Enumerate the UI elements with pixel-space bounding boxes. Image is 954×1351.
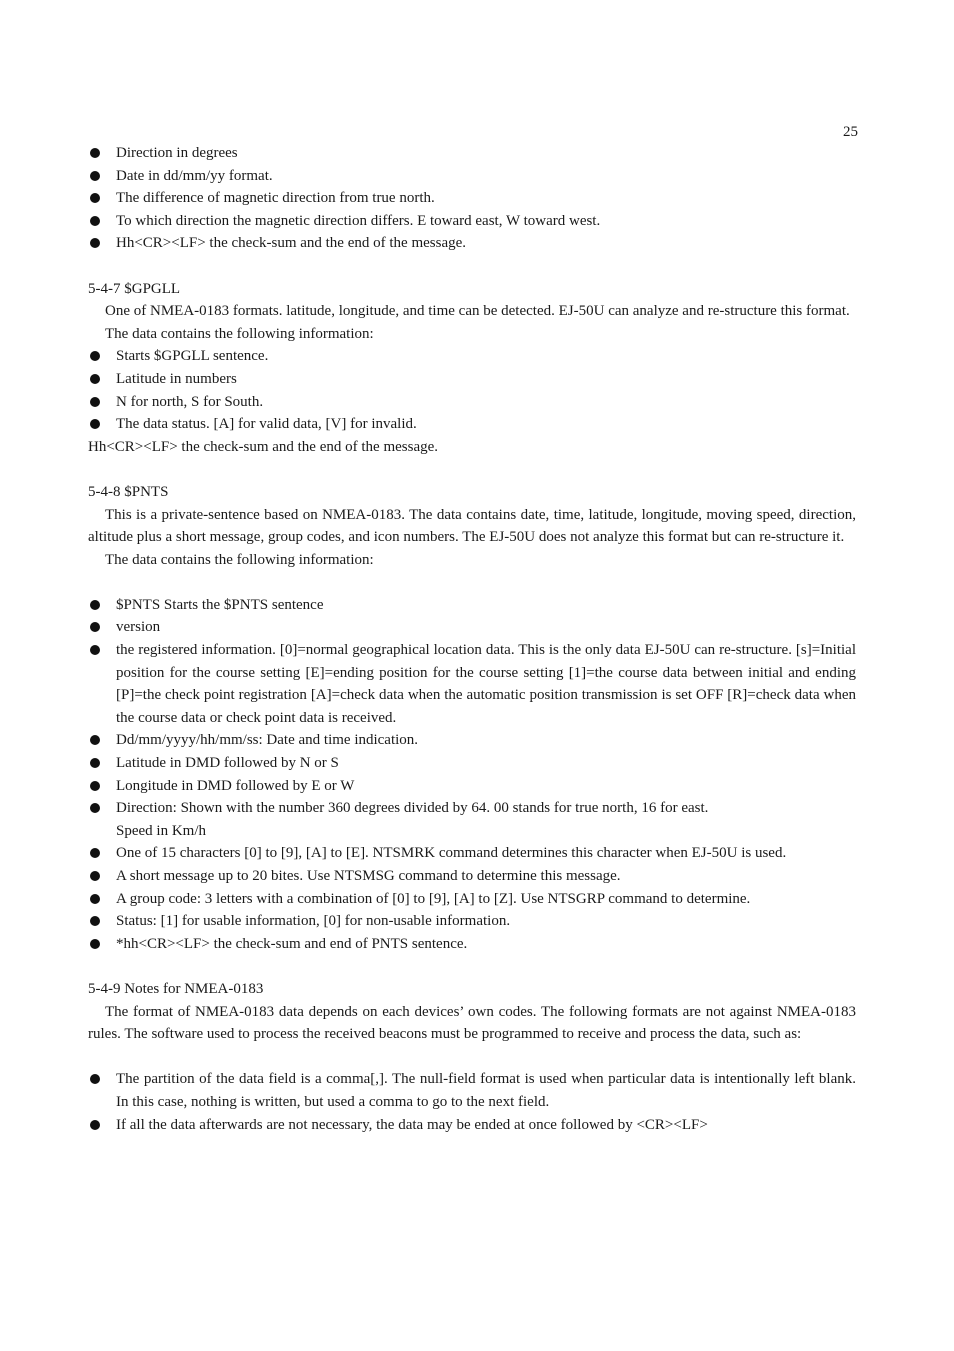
list-item: If all the data afterwards are not necessary, the data may be ended at once followed by <CR><LF> <box>88 1114 856 1137</box>
list-item: Status: [1] for usable information, [0] for non-usable information. <box>88 910 856 933</box>
section-heading: 5-4-9 Notes for NMEA-0183 <box>88 980 264 997</box>
paragraph: The data contains the following information: <box>105 551 374 568</box>
list-item: The partition of the data field is a comma[,]. The null-field format is used when particular data is intentionally left blank. In this case, nothing is written, but used a comma to go to the next field. <box>88 1068 856 1113</box>
list-item: Direction in degrees <box>88 142 856 165</box>
text-line: Hh<CR><LF> the check-sum and the end of the message. <box>88 438 439 455</box>
list-item: The difference of magnetic direction from true north. <box>88 187 856 210</box>
spacer <box>88 955 856 978</box>
list-item: Latitude in numbers <box>88 368 856 391</box>
spacer <box>88 1046 856 1069</box>
paragraph: One of NMEA-0183 formats. latitude, longitude, and time can be detected. EJ-50U can analyze and re-structure this format. <box>105 303 850 320</box>
list-item: Starts $GPGLL sentence. <box>88 345 856 368</box>
paragraph: This is a private-sentence based on NMEA-0183. The data contains date, time, latitude, longitude, moving speed, direction, altitude plus a short message, group codes, and icon numbers. The EJ-50U does not analyze this format but can re-structure it. <box>88 506 856 546</box>
page-content <box>88 142 856 1136</box>
spacer <box>88 458 856 481</box>
section-heading: 5-4-7 $GPGLL <box>88 280 181 297</box>
list-item: Date in dd/mm/yy format. <box>88 165 856 188</box>
pnts-field-list <box>88 594 856 956</box>
list-item-continuation: Speed in Km/h <box>116 822 206 839</box>
list-item: Dd/mm/yyyy/hh/mm/ss: Date and time indication. <box>88 729 856 752</box>
list-item: One of 15 characters [0] to [9], [A] to [E]. NTSMRK command determines this character when EJ-50U is used. <box>88 842 856 865</box>
gpgll-field-list <box>88 345 856 435</box>
paragraph: The data contains the following information: <box>105 325 374 342</box>
list-item: version <box>88 616 856 639</box>
section-pnts <box>88 481 856 955</box>
spacer <box>88 571 856 594</box>
list-item: $PNTS Starts the $PNTS sentence <box>88 594 856 617</box>
list-item: To which direction the magnetic direction differs. E toward east, W toward west. <box>88 210 856 233</box>
list-item: A group code: 3 letters with a combination of [0] to [9], [A] to [Z]. Use NTSGRP command to determine. <box>88 888 856 911</box>
notes-list <box>88 1068 856 1136</box>
section-notes <box>88 978 856 1136</box>
list-item: Latitude in DMD followed by N or S <box>88 752 856 775</box>
page-number: 25 <box>843 124 858 140</box>
spacer <box>88 255 856 278</box>
list-item: *hh<CR><LF> the check-sum and end of PNTS sentence. <box>88 933 856 956</box>
list-item: N for north, S for South. <box>88 391 856 414</box>
paragraph: The format of NMEA-0183 data depends on each devices’ own codes. The following formats are not against NMEA-0183 rules. The software used to process the received beacons must be programmed to receive and process the data, such as: <box>88 1003 856 1043</box>
section-heading: 5-4-8 $PNTS <box>88 483 169 500</box>
list-item: Longitude in DMD followed by E or W <box>88 775 856 798</box>
rmc-field-list <box>88 142 856 255</box>
list-item: Hh<CR><LF> the check-sum and the end of the message. <box>88 232 856 255</box>
list-item: The data status. [A] for valid data, [V] for invalid. <box>88 413 856 436</box>
list-item: A short message up to 20 bites. Use NTSMSG command to determine this message. <box>88 865 856 888</box>
list-item: the registered information. [0]=normal geographical location data. This is the only data EJ-50U can re-structure. [s]=Initial position for the course setting [E]=ending position for the course setting [1]=the course data between initial and ending [P]=the check point registration [A]=check data when the automatic position transmission is set OFF [R]=check data when the course data or check point data is received. <box>88 639 856 729</box>
section-gpgll <box>88 278 856 459</box>
list-item: Direction: Shown with the number 360 degrees divided by 64. 00 stands for true north, 16 for east. <box>88 797 856 820</box>
